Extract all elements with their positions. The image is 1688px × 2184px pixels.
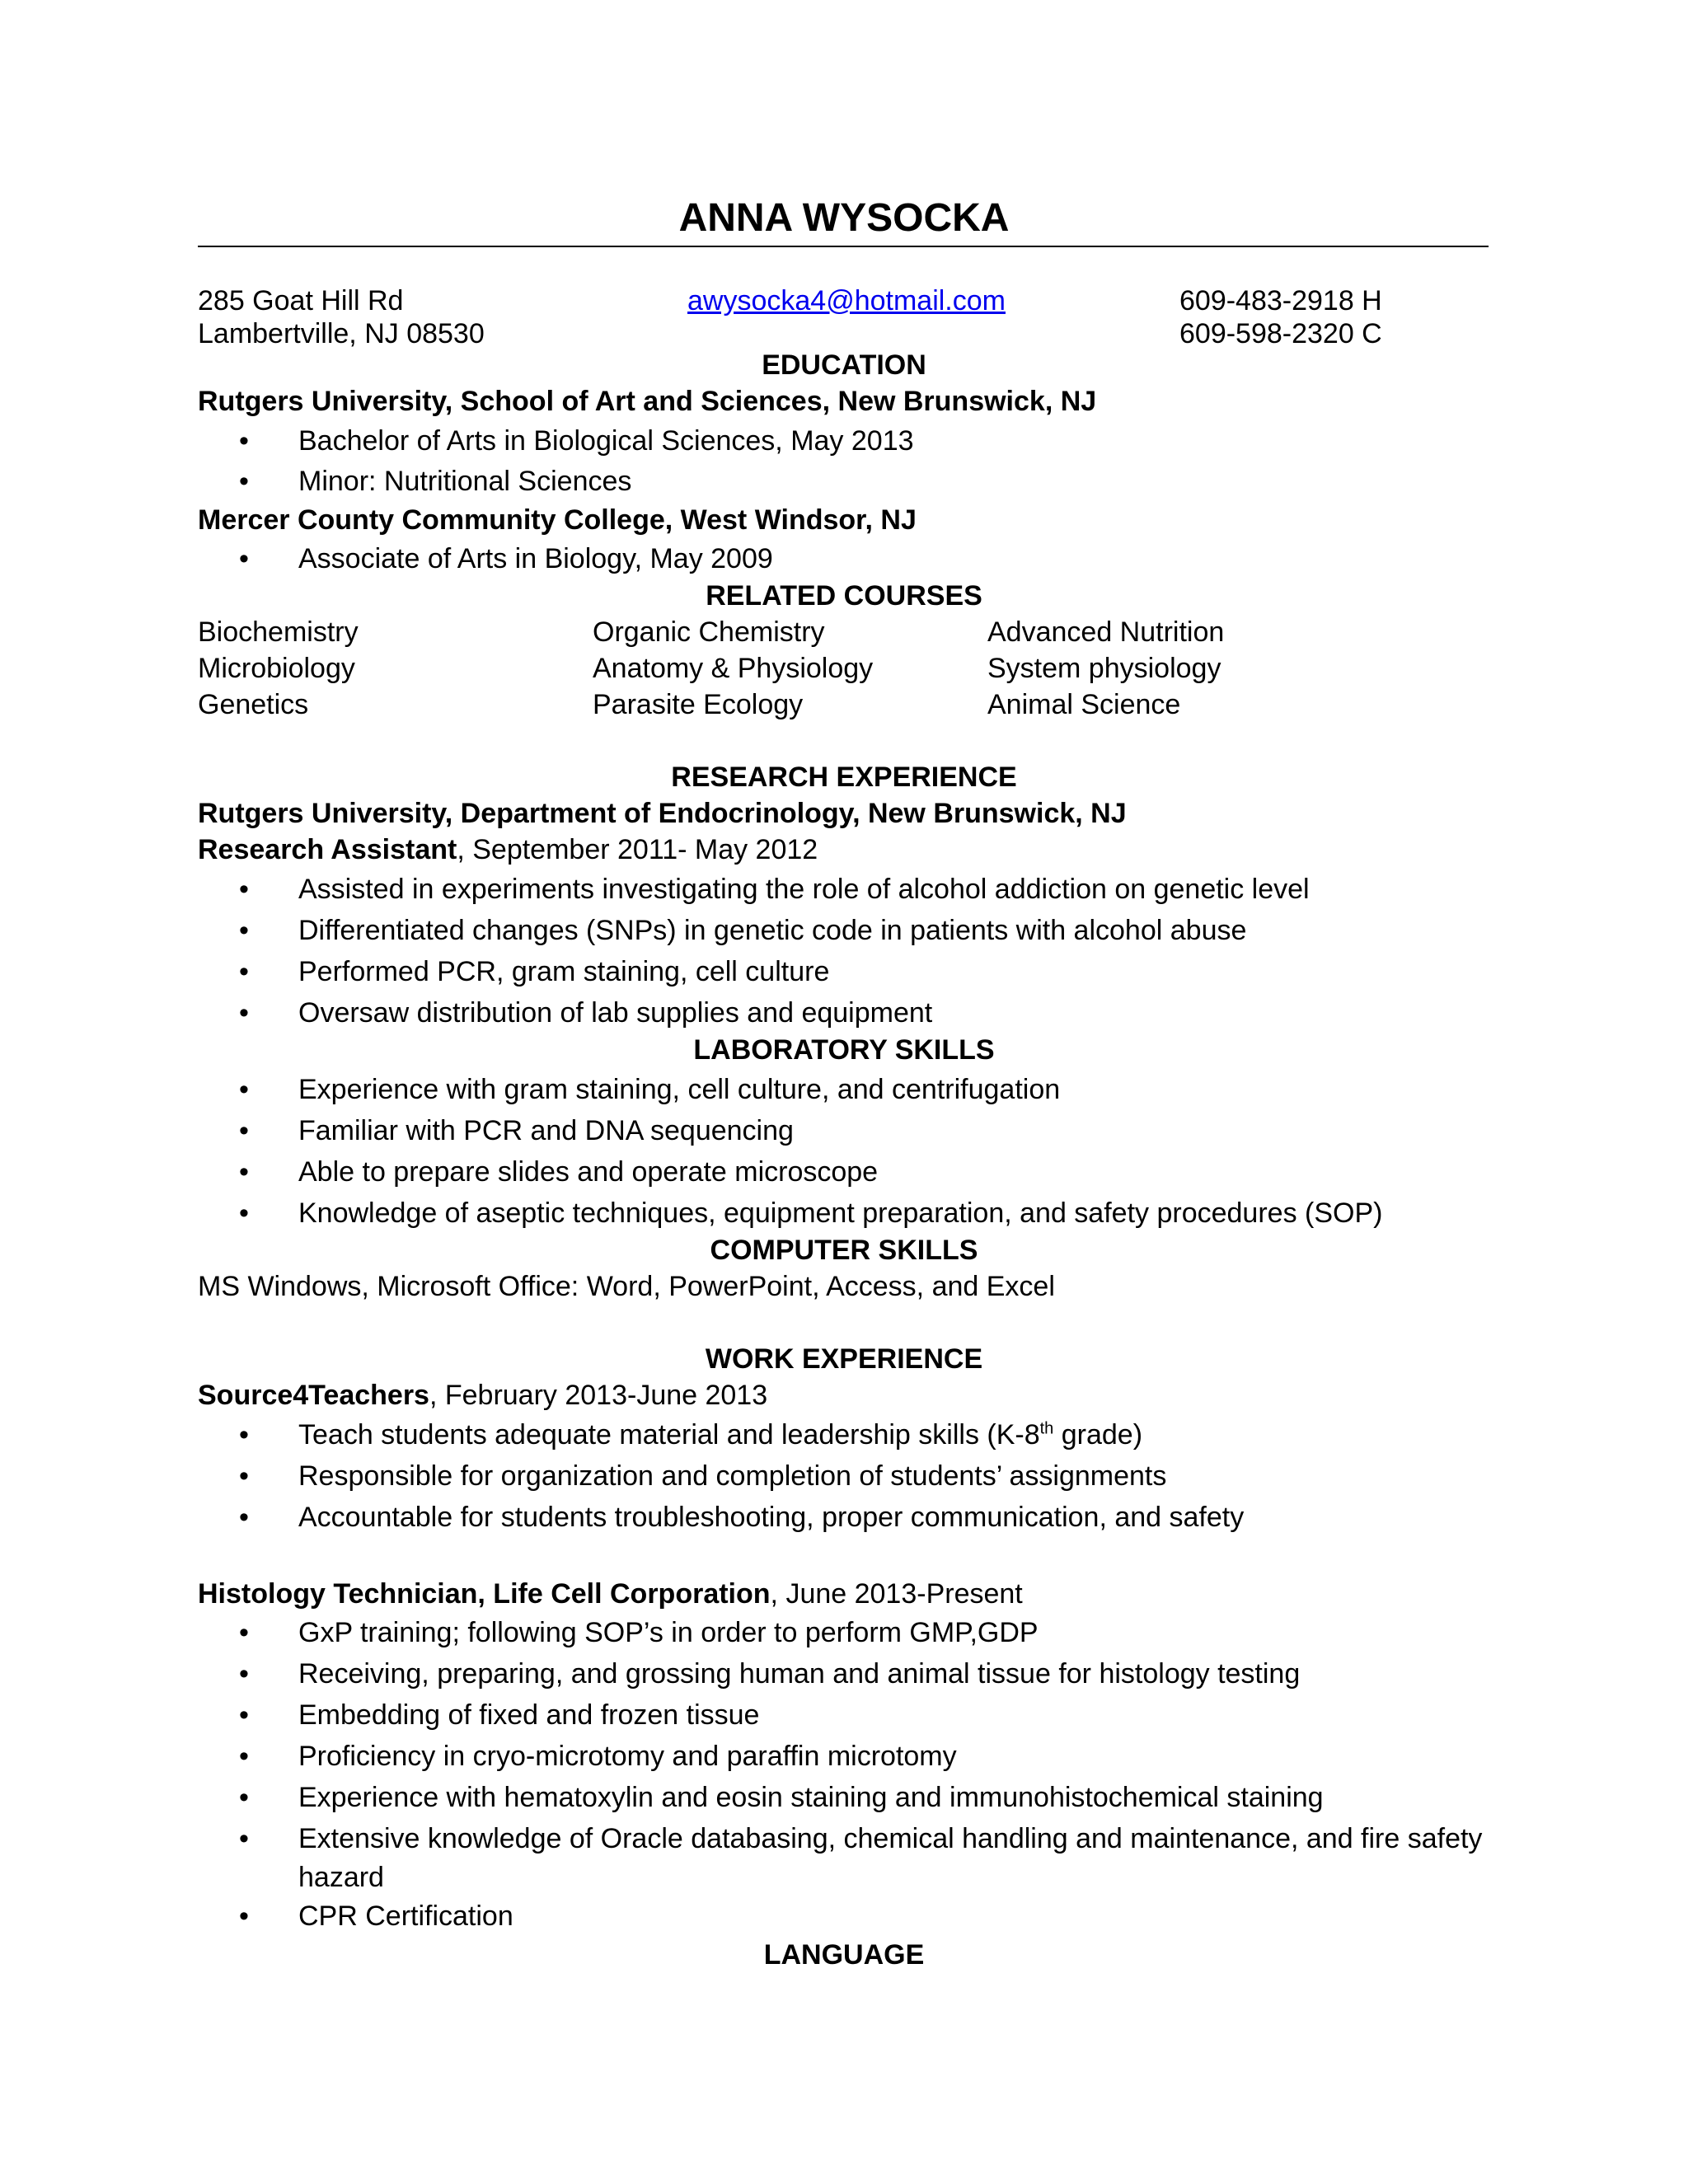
courses-heading: RELATED COURSES bbox=[706, 580, 982, 612]
bullet-icon: • bbox=[239, 956, 249, 987]
job-org: Source4Teachers bbox=[198, 1380, 429, 1411]
list-item: • Familiar with PCR and DNA sequencing bbox=[239, 1115, 794, 1146]
bullet-icon: • bbox=[239, 874, 249, 905]
list-item: • Oversaw distribution of lab supplies and equipment bbox=[239, 997, 933, 1029]
course-item: Anatomy & Physiology bbox=[593, 653, 874, 684]
header-divider bbox=[198, 246, 1489, 247]
course-item: Biochemistry bbox=[198, 616, 359, 648]
list-item: • Accountable for students troubleshooting, proper communication, and safety bbox=[239, 1502, 1245, 1533]
list-item-continuation: hazard bbox=[298, 1862, 384, 1893]
bullet-icon: • bbox=[239, 1074, 249, 1105]
bullet-icon: • bbox=[239, 1900, 249, 1932]
list-item: • Bachelor of Arts in Biological Sciences, May 2013 bbox=[239, 425, 914, 457]
course-item: Parasite Ecology bbox=[593, 689, 804, 720]
course-item: Advanced Nutrition bbox=[987, 616, 1225, 648]
list-item: • Performed PCR, gram staining, cell culture bbox=[239, 956, 830, 987]
bullet-icon: • bbox=[239, 915, 249, 946]
computer-skills-text: MS Windows, Microsoft Office: Word, PowerPoint, Access, and Excel bbox=[198, 1271, 1055, 1302]
research-role-line bbox=[198, 833, 818, 866]
bullet-icon: • bbox=[239, 1658, 249, 1690]
bullet-icon: • bbox=[239, 1419, 249, 1451]
bullet-icon: • bbox=[239, 1741, 249, 1772]
course-item: System physiology bbox=[987, 653, 1221, 684]
list-item: • Experience with hematoxylin and eosin staining and immunohistochemical staining bbox=[239, 1782, 1324, 1813]
list-item: • Minor: Nutritional Sciences bbox=[239, 466, 632, 497]
course-item: Organic Chemistry bbox=[593, 616, 825, 648]
bullet-icon: • bbox=[239, 1699, 249, 1731]
job-dates: , June 2013-Present bbox=[770, 1578, 1023, 1610]
education-heading: EDUCATION bbox=[762, 349, 926, 381]
list-item: • Assisted in experiments investigating the role of alcohol addiction on genetic level bbox=[239, 874, 1310, 905]
list-item: • Knowledge of aseptic techniques, equipment preparation, and safety procedures (SOP) bbox=[239, 1197, 1383, 1229]
phone-home: 609-483-2918 H bbox=[1179, 285, 1382, 316]
address-line-1: 285 Goat Hill Rd bbox=[198, 285, 404, 316]
list-item: • Receiving, preparing, and grossing human and animal tissue for histology testing bbox=[239, 1658, 1301, 1690]
bullet-icon: • bbox=[239, 1502, 249, 1533]
bullet-icon: • bbox=[239, 1460, 249, 1492]
list-item: • Teach students adequate material and leadership skills (K-8th grade) bbox=[239, 1419, 1143, 1451]
phone-cell: 609-598-2320 C bbox=[1179, 318, 1382, 349]
research-org: Rutgers University, Department of Endocrinology, New Brunswick, NJ bbox=[198, 798, 1127, 829]
list-item: • Embedding of fixed and frozen tissue bbox=[239, 1699, 760, 1731]
bullet-icon: • bbox=[239, 1617, 249, 1648]
bullet-icon: • bbox=[239, 1782, 249, 1813]
address-line-2: Lambertville, NJ 08530 bbox=[198, 318, 485, 349]
bullet-icon: • bbox=[239, 997, 249, 1029]
email-link[interactable]: awysocka4@hotmail.com bbox=[687, 285, 1006, 316]
list-item: • GxP training; following SOP’s in order to perform GMP,GDP bbox=[239, 1617, 1039, 1648]
computer-skills-heading: COMPUTER SKILLS bbox=[710, 1235, 978, 1266]
research-heading: RESEARCH EXPERIENCE bbox=[671, 762, 1017, 793]
course-item: Microbiology bbox=[198, 653, 355, 684]
bullet-icon: • bbox=[239, 1156, 249, 1188]
research-dates: , September 2011- May 2012 bbox=[457, 834, 818, 865]
list-item: • Experience with gram staining, cell culture, and centrifugation bbox=[239, 1074, 1061, 1105]
work-heading: WORK EXPERIENCE bbox=[705, 1343, 983, 1375]
list-item: • Extensive knowledge of Oracle databasing, chemical handling and maintenance, and fire safety bbox=[239, 1823, 1483, 1854]
bullet-icon: • bbox=[239, 425, 249, 457]
list-item: • Responsible for organization and completion of students’ assignments bbox=[239, 1460, 1167, 1492]
candidate-name: ANNA WYSOCKA bbox=[678, 196, 1010, 240]
school-mercer: Mercer County Community College, West Windsor, NJ bbox=[198, 504, 917, 536]
list-item: • Able to prepare slides and operate microscope bbox=[239, 1156, 879, 1188]
bullet-icon: • bbox=[239, 1823, 249, 1854]
bullet-icon: • bbox=[239, 1115, 249, 1146]
course-item: Animal Science bbox=[987, 689, 1181, 720]
list-item: • Associate of Arts in Biology, May 2009 bbox=[239, 543, 773, 574]
list-item: • Differentiated changes (SNPs) in genetic code in patients with alcohol abuse bbox=[239, 915, 1247, 946]
language-heading: LANGUAGE bbox=[763, 1939, 925, 1971]
bullet-icon: • bbox=[239, 466, 249, 497]
lab-skills-heading: LABORATORY SKILLS bbox=[693, 1034, 995, 1066]
school-rutgers: Rutgers University, School of Art and Sciences, New Brunswick, NJ bbox=[198, 386, 1097, 417]
list-item: • Proficiency in cryo-microtomy and paraffin microtomy bbox=[239, 1741, 957, 1772]
job-dates: , February 2013-June 2013 bbox=[429, 1380, 768, 1411]
bullet-icon: • bbox=[239, 1197, 249, 1229]
job-org: Histology Technician, Life Cell Corporation bbox=[198, 1578, 771, 1610]
list-item: • CPR Certification bbox=[239, 1900, 513, 1932]
job-lifecell bbox=[198, 1577, 1023, 1610]
course-item: Genetics bbox=[198, 689, 309, 720]
job-source4teachers bbox=[198, 1379, 767, 1412]
bullet-icon: • bbox=[239, 543, 249, 574]
research-role: Research Assistant bbox=[198, 834, 457, 865]
